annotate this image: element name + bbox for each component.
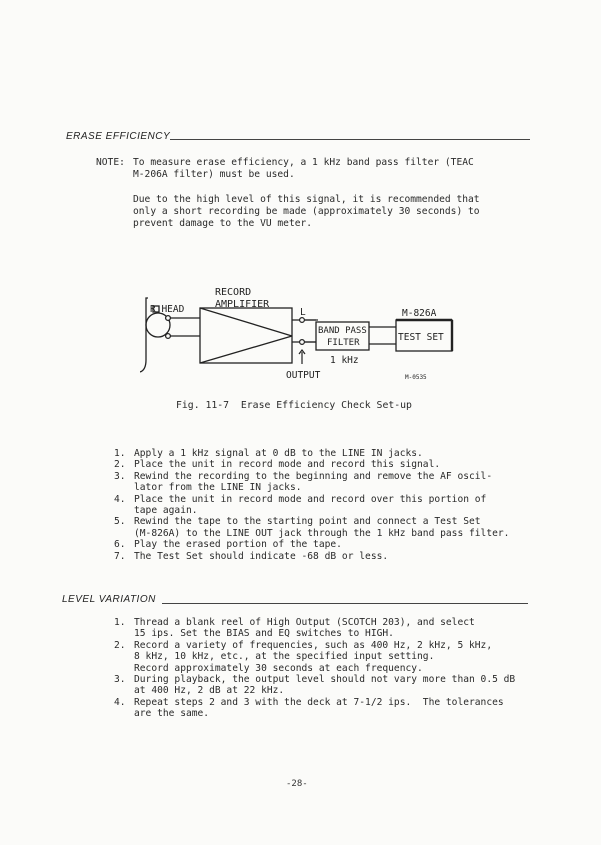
filter-label: FILTER [327, 338, 360, 348]
step-text-line: Record a variety of frequencies, such as 400 Hz, 2 kHz, 5 kHz, [134, 639, 493, 651]
erase-steps-list [114, 448, 509, 562]
step-number: 4. [114, 696, 126, 708]
figure-caption: Fig. 11-7 Erase Efficiency Check Set-up [176, 400, 412, 411]
step-text-line: Place the unit in record mode and record this signal. [134, 459, 441, 471]
step-text-line: Place the unit in record mode and record over this portion of [134, 493, 487, 505]
warning-paragraph-line-2: only a short recording be made (approximately 30 seconds) to [133, 206, 480, 217]
step-item [114, 448, 509, 459]
r-head-label: R HEAD [150, 304, 185, 315]
step-item [114, 516, 509, 539]
step-item [114, 551, 509, 562]
step-text-line: The Test Set should indicate -68 dB or less. [134, 550, 389, 562]
section-heading-erase-efficiency: ERASE EFFICIENCY [66, 131, 171, 142]
step-number: 1. [114, 617, 126, 628]
erase-efficiency-diagram [140, 280, 460, 385]
l-channel-label: L [300, 307, 306, 318]
section-rule-level [162, 603, 528, 604]
step-item [114, 539, 509, 550]
step-item [114, 674, 515, 697]
section-heading-level-variation: LEVEL VARIATION [62, 594, 156, 605]
note-text-line-2: M-206A filter) must be used. [133, 169, 295, 180]
test-set-label: TEST SET [398, 332, 444, 343]
step-item [114, 494, 509, 517]
step-item [114, 617, 515, 640]
step-text-line: tape again. [134, 505, 198, 517]
step-text-line: 8 kHz, 10 kHz, etc., at the specified input setting. [134, 651, 435, 663]
note-label: NOTE: [96, 157, 125, 168]
warning-paragraph-line-3: prevent damage to the VU meter. [133, 218, 313, 229]
step-text-line: Apply a 1 kHz signal at 0 dB to the LINE IN jacks. [134, 448, 423, 459]
step-number: 4. [114, 493, 126, 505]
step-item [114, 471, 509, 494]
warning-paragraph-line-1: Due to the high level of this signal, it is recommended that [133, 194, 480, 205]
meter-model-label: M-826A [402, 308, 437, 319]
note-text-line-1: To measure erase efficiency, a 1 kHz band pass filter (TEAC [133, 157, 474, 168]
step-text-line: 15 ips. Set the BIAS and EQ switches to HIGH. [134, 628, 394, 640]
amplifier-label: AMPLIFIER [215, 299, 270, 310]
step-number: 1. [114, 448, 126, 459]
step-text-line: Play the erased portion of the tape. [134, 539, 342, 551]
page-number: -28- [286, 779, 308, 789]
step-text-line: Rewind the tape to the starting point and connect a Test Set [134, 516, 481, 528]
band-pass-label: BAND PASS [318, 326, 367, 336]
step-number: 7. [114, 550, 126, 562]
section-rule-erase [170, 139, 530, 140]
record-label: RECORD [215, 287, 252, 298]
step-text-line: During playback, the output level should not vary more than 0.5 dB [134, 674, 516, 686]
record-amplifier-box [200, 308, 292, 363]
one-khz-label: 1 kHz [330, 355, 359, 366]
step-text-line: Record approximately 30 seconds at each frequency. [134, 662, 423, 674]
step-text-line: at 400 Hz, 2 dB at 22 kHz. [134, 685, 285, 697]
step-number: 6. [114, 539, 126, 551]
level-steps-list [114, 617, 515, 720]
step-number: 3. [114, 674, 126, 686]
step-item [114, 459, 509, 470]
step-number: 2. [114, 459, 126, 471]
step-text-line: lator from the LINE IN jacks. [134, 482, 302, 494]
step-text-line: are the same. [134, 708, 210, 720]
step-item [114, 697, 515, 720]
figure-code-label: M-0535 [405, 374, 427, 381]
step-number: 2. [114, 639, 126, 651]
output-label: OUTPUT [286, 370, 321, 381]
step-text-line: Rewind the recording to the beginning and remove the AF oscil- [134, 470, 493, 482]
step-item [114, 640, 515, 674]
step-text-line: (M-826A) to the LINE OUT jack through the 1 kHz band pass filter. [134, 527, 510, 539]
step-number: 5. [114, 516, 126, 528]
output-wiring [292, 318, 318, 364]
step-text-line: Repeat steps 2 and 3 with the deck at 7-1/2 ips. The tolerances [134, 696, 504, 708]
step-text-line: Thread a blank reel of High Output (SCOTCH 203), and select [134, 617, 475, 628]
step-number: 3. [114, 470, 126, 482]
